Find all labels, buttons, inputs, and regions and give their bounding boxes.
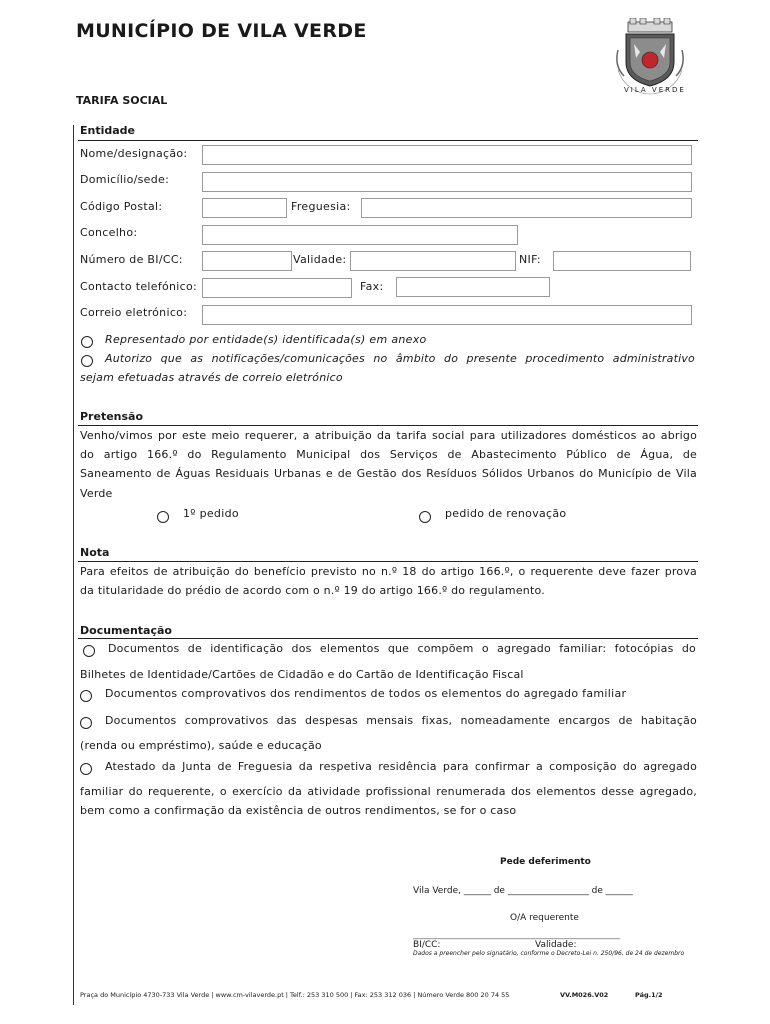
municipality-title: MUNICÍPIO DE VILA VERDE <box>76 20 367 42</box>
nota-line2: da titularidade do prédio de acordo com o n.º 19 do artigo 166.º do regulamento. <box>80 584 545 597</box>
postal-code-field[interactable] <box>202 198 287 218</box>
parish-field[interactable] <box>361 198 692 218</box>
renewal-request-label: pedido de renovação <box>445 507 567 520</box>
doc-parish-certificate-checkbox[interactable] <box>80 763 92 775</box>
fax-label: Fax: <box>360 280 384 293</box>
bicc-label: BI/CC: <box>413 940 441 950</box>
postal-code-label: Código Postal: <box>80 200 163 213</box>
section-pretensao-heading: Pretensão <box>80 410 144 423</box>
municipality-crest-icon <box>610 18 690 100</box>
nif-label: NIF: <box>519 253 541 266</box>
requester-label: O/A requerente <box>510 913 579 923</box>
section-nota-heading: Nota <box>80 546 110 559</box>
doc-identification-line2: Bilhetes de Identidade/Cartões de Cidadão e do Cartão de Identificação Fiscal <box>80 668 524 681</box>
pretensao-line2: do artigo 166.º do Regulamento Municipal dos Serviços de Abastecimento Público de Água, de <box>80 448 697 461</box>
divider <box>78 561 698 562</box>
signature-line[interactable]: ______________________________________________ <box>413 930 620 940</box>
doc-parish-certificate-line1: Atestado da Junta de Freguesia da respetiva residência para confirmar a composição do agregado <box>105 760 697 773</box>
footer-address: Praça do Município 4730-733 Vila Verde | www.cm-vilaverde.pt | Telf.: 253 310 500 | Fax: 253 312 036 | Número Verde 800 20 74 55 <box>80 991 510 999</box>
validity-field[interactable] <box>350 251 516 271</box>
date-line[interactable]: Vila Verde, ______ de __________________ de ______ <box>413 886 633 896</box>
name-label: Nome/designação: <box>80 147 188 160</box>
divider <box>78 425 698 426</box>
nota-line1: Para efeitos de atribuição do benefício previsto no n.º 18 do artigo 166.º, o requerente deve fazer prova <box>80 565 697 578</box>
pretensao-line1: Venho/vimos por este meio requerer, a atribuição da tarifa social para utilizadores domésticos ao abrigo <box>80 429 697 442</box>
section-entidade-heading: Entidade <box>80 124 136 137</box>
first-request-label: 1º pedido <box>183 507 239 520</box>
authorize-email-radio[interactable] <box>81 355 93 367</box>
doc-income-checkbox[interactable] <box>80 690 92 702</box>
pede-deferimento: Pede deferimento <box>500 857 591 867</box>
fax-field[interactable] <box>396 277 550 297</box>
authorize-email-line1: Autorizo que as notificações/comunicações no âmbito do presente procedimento administrativo <box>105 352 695 365</box>
section-documentacao-heading: Documentação <box>80 624 172 637</box>
pretensao-line3: Saneamento de Águas Residuais Urbanas e de Gestão dos Resíduos Sólidos Urbanos do Município de Vila <box>80 467 697 480</box>
renewal-request-radio[interactable] <box>419 511 431 523</box>
nif-field[interactable] <box>553 251 691 271</box>
crest-text: VILA VERDE <box>624 86 686 94</box>
county-label: Concelho: <box>80 226 138 239</box>
divider <box>78 140 698 141</box>
form-title: TARIFA SOCIAL <box>76 94 168 107</box>
doc-expenses-line1: Documentos comprovativos das despesas mensais fixas, nomeadamente encargos de habitação <box>105 714 697 727</box>
id-number-field[interactable] <box>202 251 292 271</box>
phone-field[interactable] <box>202 278 352 298</box>
county-field[interactable] <box>202 225 518 245</box>
doc-identification-line1: Documentos de identificação dos elementos que compõem o agregado familiar: fotocópias do <box>108 642 696 655</box>
doc-parish-certificate-line3: bem como a confirmação da existência de outros rendimentos, se for o caso <box>80 804 517 817</box>
address-field[interactable] <box>202 172 692 192</box>
pretensao-line4: Verde <box>80 487 113 500</box>
address-label: Domicílio/sede: <box>80 173 170 186</box>
doc-expenses-checkbox[interactable] <box>80 717 92 729</box>
authorize-email-line2: sejam efetuadas através de correio eletrónico <box>80 371 343 384</box>
first-request-radio[interactable] <box>157 511 169 523</box>
doc-expenses-line2: (renda ou empréstimo), saúde e educação <box>80 739 322 752</box>
email-label: Correio eletrónico: <box>80 306 188 319</box>
validity-label: Validade: <box>293 253 347 266</box>
represented-option-label: Representado por entidade(s) identificada(s) em anexo <box>105 333 427 346</box>
name-field[interactable] <box>202 145 692 165</box>
id-number-label: Número de BI/CC: <box>80 253 183 266</box>
left-border <box>73 125 74 1005</box>
parish-label: Freguesia: <box>291 200 351 213</box>
footer-form-code: VV.M026.V02 <box>560 991 609 999</box>
signature-validity-label: Validade: <box>535 940 577 950</box>
doc-identification-checkbox[interactable] <box>83 645 95 657</box>
signature-note: Dados a preencher pelo signatário, conforme o Decreto-Lei n. 250/96, de 24 de dezembro <box>413 950 685 957</box>
doc-income-label: Documentos comprovativos dos rendimentos de todos os elementos do agregado familiar <box>105 687 627 700</box>
footer-page-number: Pág.1/2 <box>635 991 663 999</box>
represented-radio[interactable] <box>81 336 93 348</box>
email-field[interactable] <box>202 305 692 325</box>
phone-label: Contacto telefónico: <box>80 280 198 293</box>
doc-parish-certificate-line2: familiar do requerente, o exercício da atividade profissional renumerada dos elementos desse agregado, <box>80 785 697 798</box>
divider <box>78 638 698 639</box>
